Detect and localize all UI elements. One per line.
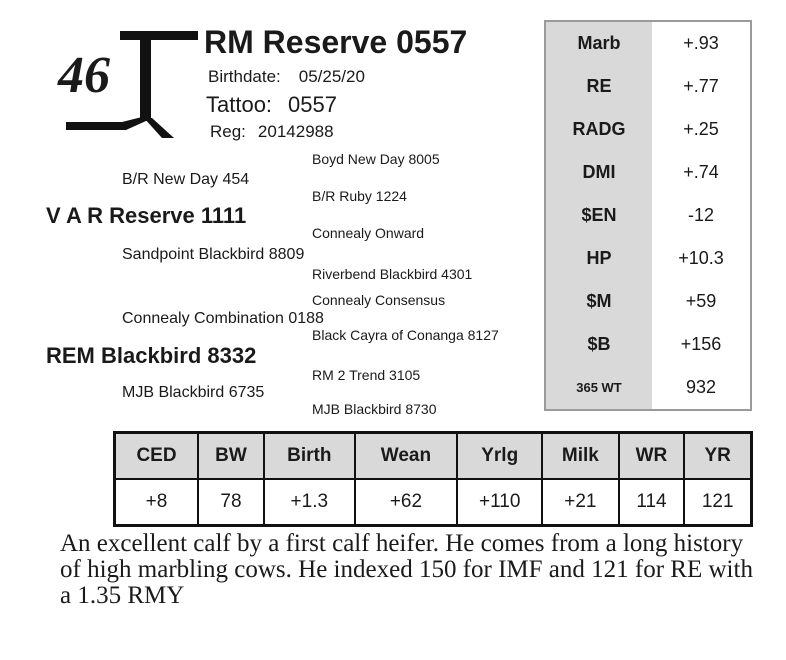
- epd-header: Wean: [355, 433, 458, 480]
- epd-header: Yrlg: [457, 433, 542, 480]
- birthdate-value: 05/25/20: [298, 67, 365, 86]
- pedigree-dam-sire-dam: Black Cayra of Conanga 8127: [312, 327, 499, 343]
- epd-label: 365 WT: [545, 366, 652, 410]
- pedigree-dam-dam-sire: RM 2 Trend 3105: [312, 367, 421, 383]
- birthdate-label: Birthdate:: [208, 67, 281, 86]
- epd-header: BW: [198, 433, 264, 480]
- epd-value: +.25: [652, 108, 751, 151]
- epd-cell: +21: [542, 479, 618, 526]
- epd-cell: +62: [355, 479, 458, 526]
- pedigree-sire-sire-sire: Boyd New Day 8005: [312, 151, 440, 167]
- pedigree-dam-sire-sire: Connealy Consensus: [312, 292, 446, 308]
- tattoo-label: Tattoo:: [206, 92, 273, 117]
- epd-header: YR: [684, 433, 751, 480]
- pedigree-sire-dam-dam: Riverbend Blackbird 4301: [312, 266, 473, 282]
- epd-cell: +1.3: [264, 479, 355, 526]
- reg-value: 20142988: [257, 122, 334, 141]
- epd-value: +156: [652, 323, 751, 366]
- epd-label: $EN: [545, 194, 652, 237]
- animal-name: RM Reserve 0557: [204, 24, 468, 60]
- epd-row: [545, 366, 751, 410]
- epd-header: CED: [115, 433, 199, 480]
- epd-row: [545, 65, 751, 108]
- epd-cell: 114: [619, 479, 685, 526]
- description: An excellent calf by a first calf heifer. He comes from a long history of high marbling cows. He indexed 150 for IMF and 121 for RE with a 1.35 RMY: [60, 530, 753, 609]
- epd-value: +59: [652, 280, 751, 323]
- epd-label: HP: [545, 237, 652, 280]
- epd-row: [545, 151, 751, 194]
- epd-header: Milk: [542, 433, 618, 480]
- epd-label: RE: [545, 65, 652, 108]
- lot-number: 46: [58, 47, 110, 104]
- pedigree-sire-dam: Sandpoint Blackbird 8809: [122, 246, 305, 263]
- epd-values-row: [115, 479, 752, 526]
- epd-row: [545, 237, 751, 280]
- epd-label: DMI: [545, 151, 652, 194]
- epd-label: RADG: [545, 108, 652, 151]
- birthdate-line: [208, 68, 365, 85]
- epd-label: Marb: [545, 21, 652, 65]
- epd-label: $M: [545, 280, 652, 323]
- epd-value: +.74: [652, 151, 751, 194]
- epd-value: +.77: [652, 65, 751, 108]
- brand-mark: [62, 26, 202, 138]
- epd-side-table: [544, 20, 752, 411]
- epd-row: [545, 194, 751, 237]
- pedigree-dam-dam-dam: MJB Blackbird 8730: [312, 401, 437, 417]
- pedigree-dam: REM Blackbird 8332: [46, 343, 257, 368]
- epd-row: [545, 21, 751, 65]
- epd-header: WR: [619, 433, 685, 480]
- epd-header: Birth: [264, 433, 355, 480]
- epd-value: +.93: [652, 21, 751, 65]
- epd-row: [545, 280, 751, 323]
- epd-value: -12: [652, 194, 751, 237]
- epd-value: 932: [652, 366, 751, 410]
- epd-header-row: [115, 433, 752, 480]
- epd-cell: +110: [457, 479, 542, 526]
- reg-label: Reg:: [210, 122, 246, 141]
- pedigree-dam-dam: MJB Blackbird 6735: [122, 384, 265, 401]
- epd-row: [545, 108, 751, 151]
- tattoo-line: [206, 94, 337, 116]
- epd-value: +10.3: [652, 237, 751, 280]
- pedigree-sire-dam-sire: Connealy Onward: [312, 225, 425, 241]
- epd-cell: 121: [684, 479, 751, 526]
- epd-cell: +8: [115, 479, 199, 526]
- epd-bottom-table: [113, 431, 753, 527]
- tattoo-value: 0557: [288, 92, 337, 117]
- reg-line: [210, 123, 334, 140]
- pedigree-sire-sire: B/R New Day 454: [122, 171, 250, 188]
- pedigree-sire: V A R Reserve 1111: [46, 203, 247, 228]
- epd-cell: 78: [198, 479, 264, 526]
- pedigree-sire-sire-dam: B/R Ruby 1224: [312, 188, 407, 204]
- pedigree-dam-sire: Connealy Combination 0188: [122, 310, 324, 327]
- epd-label: $B: [545, 323, 652, 366]
- epd-row: [545, 323, 751, 366]
